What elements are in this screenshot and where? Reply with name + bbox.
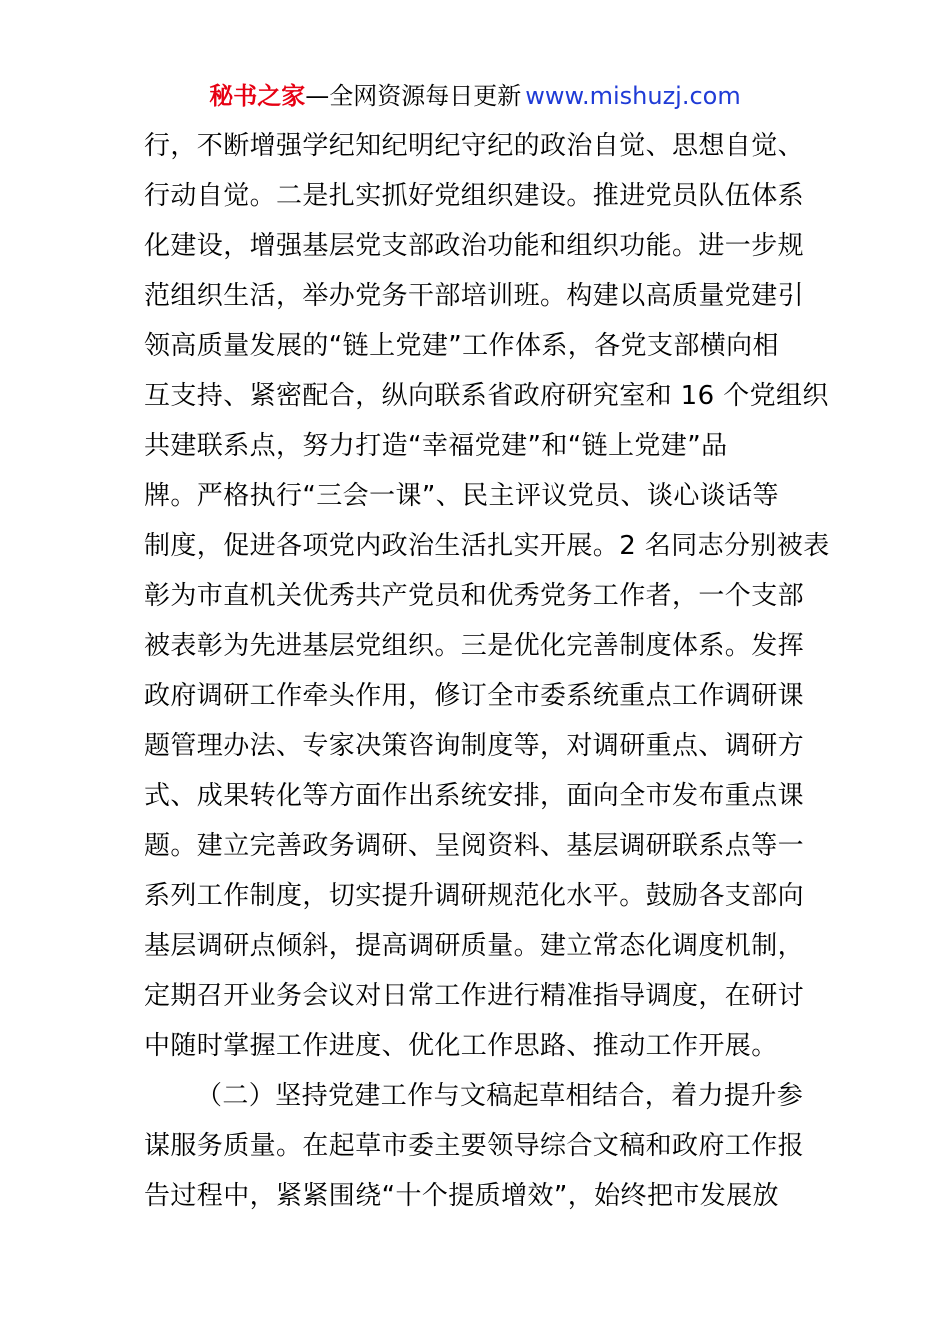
text-line: 式、成果转化等方面作出系统安排，面向全市发布重点课 — [144, 781, 805, 811]
site-link[interactable]: www.mishuzj.com — [525, 82, 741, 110]
text-line: 政府调研工作牵头作用，修订全市委系统重点工作调研课 — [144, 681, 805, 711]
text-line: 被表彰为先进基层党组织。三是优化完善制度体系。发挥 — [144, 631, 805, 661]
text-line: 领高质量发展的“链上党建”工作体系，各党支部横向相 — [144, 331, 779, 361]
section-heading-line: （二）坚持党建工作与文稿起草相结合，着力提升参 — [196, 1081, 804, 1111]
text-line: 彰为市直机关优秀共产党员和优秀党务工作者，一个支部 — [144, 581, 805, 611]
text-line: 化建设，增强基层党支部政治功能和组织功能。进一步规 — [144, 231, 805, 261]
text-line: 互支持、紧密配合，纵向联系省政府研究室和 16 个党组织 — [144, 381, 829, 411]
text-line: 告过程中，紧紧围绕“十个提质增效”，始终把市发展放 — [144, 1181, 779, 1211]
page-header — [0, 80, 950, 112]
text-line: 谋服务质量。在起草市委主要领导综合文稿和政府工作报 — [144, 1131, 805, 1161]
text-line: 题。建立完善政务调研、呈阅资料、基层调研联系点等一 — [144, 831, 805, 861]
brand-name: 秘书之家 — [209, 82, 306, 110]
text-line: 定期召开业务会议对日常工作进行精准指导调度，在研讨 — [144, 981, 805, 1011]
text-line: 共建联系点，努力打造“幸福党建”和“链上党建”品 — [144, 431, 728, 461]
text-line: 中随时掌握工作进度、优化工作思路、推动工作开展。 — [144, 1031, 778, 1061]
header-slogan: —全网资源每日更新 — [305, 82, 522, 110]
text-line: 行动自觉。二是扎实抓好党组织建设。推进党员队伍体系 — [144, 181, 805, 211]
text-line: 基层调研点倾斜，提高调研质量。建立常态化调度机制， — [144, 931, 805, 961]
text-line: 系列工作制度，切实提升调研规范化水平。鼓励各支部向 — [144, 881, 805, 911]
text-line: 范组织生活，举办党务干部培训班。构建以高质量党建引 — [144, 281, 805, 311]
text-line: 牌。严格执行“三会一课”、民主评议党员、谈心谈话等 — [144, 481, 779, 511]
text-line: 制度，促进各项党内政治生活扎实开展。2 名同志分别被表 — [144, 531, 830, 561]
text-line: 题管理办法、专家决策咨询制度等，对调研重点、调研方 — [144, 731, 805, 761]
document-body — [144, 121, 830, 1221]
text-line: 行，不断增强学纪知纪明纪守纪的政治自觉、思想自觉、 — [144, 131, 805, 161]
